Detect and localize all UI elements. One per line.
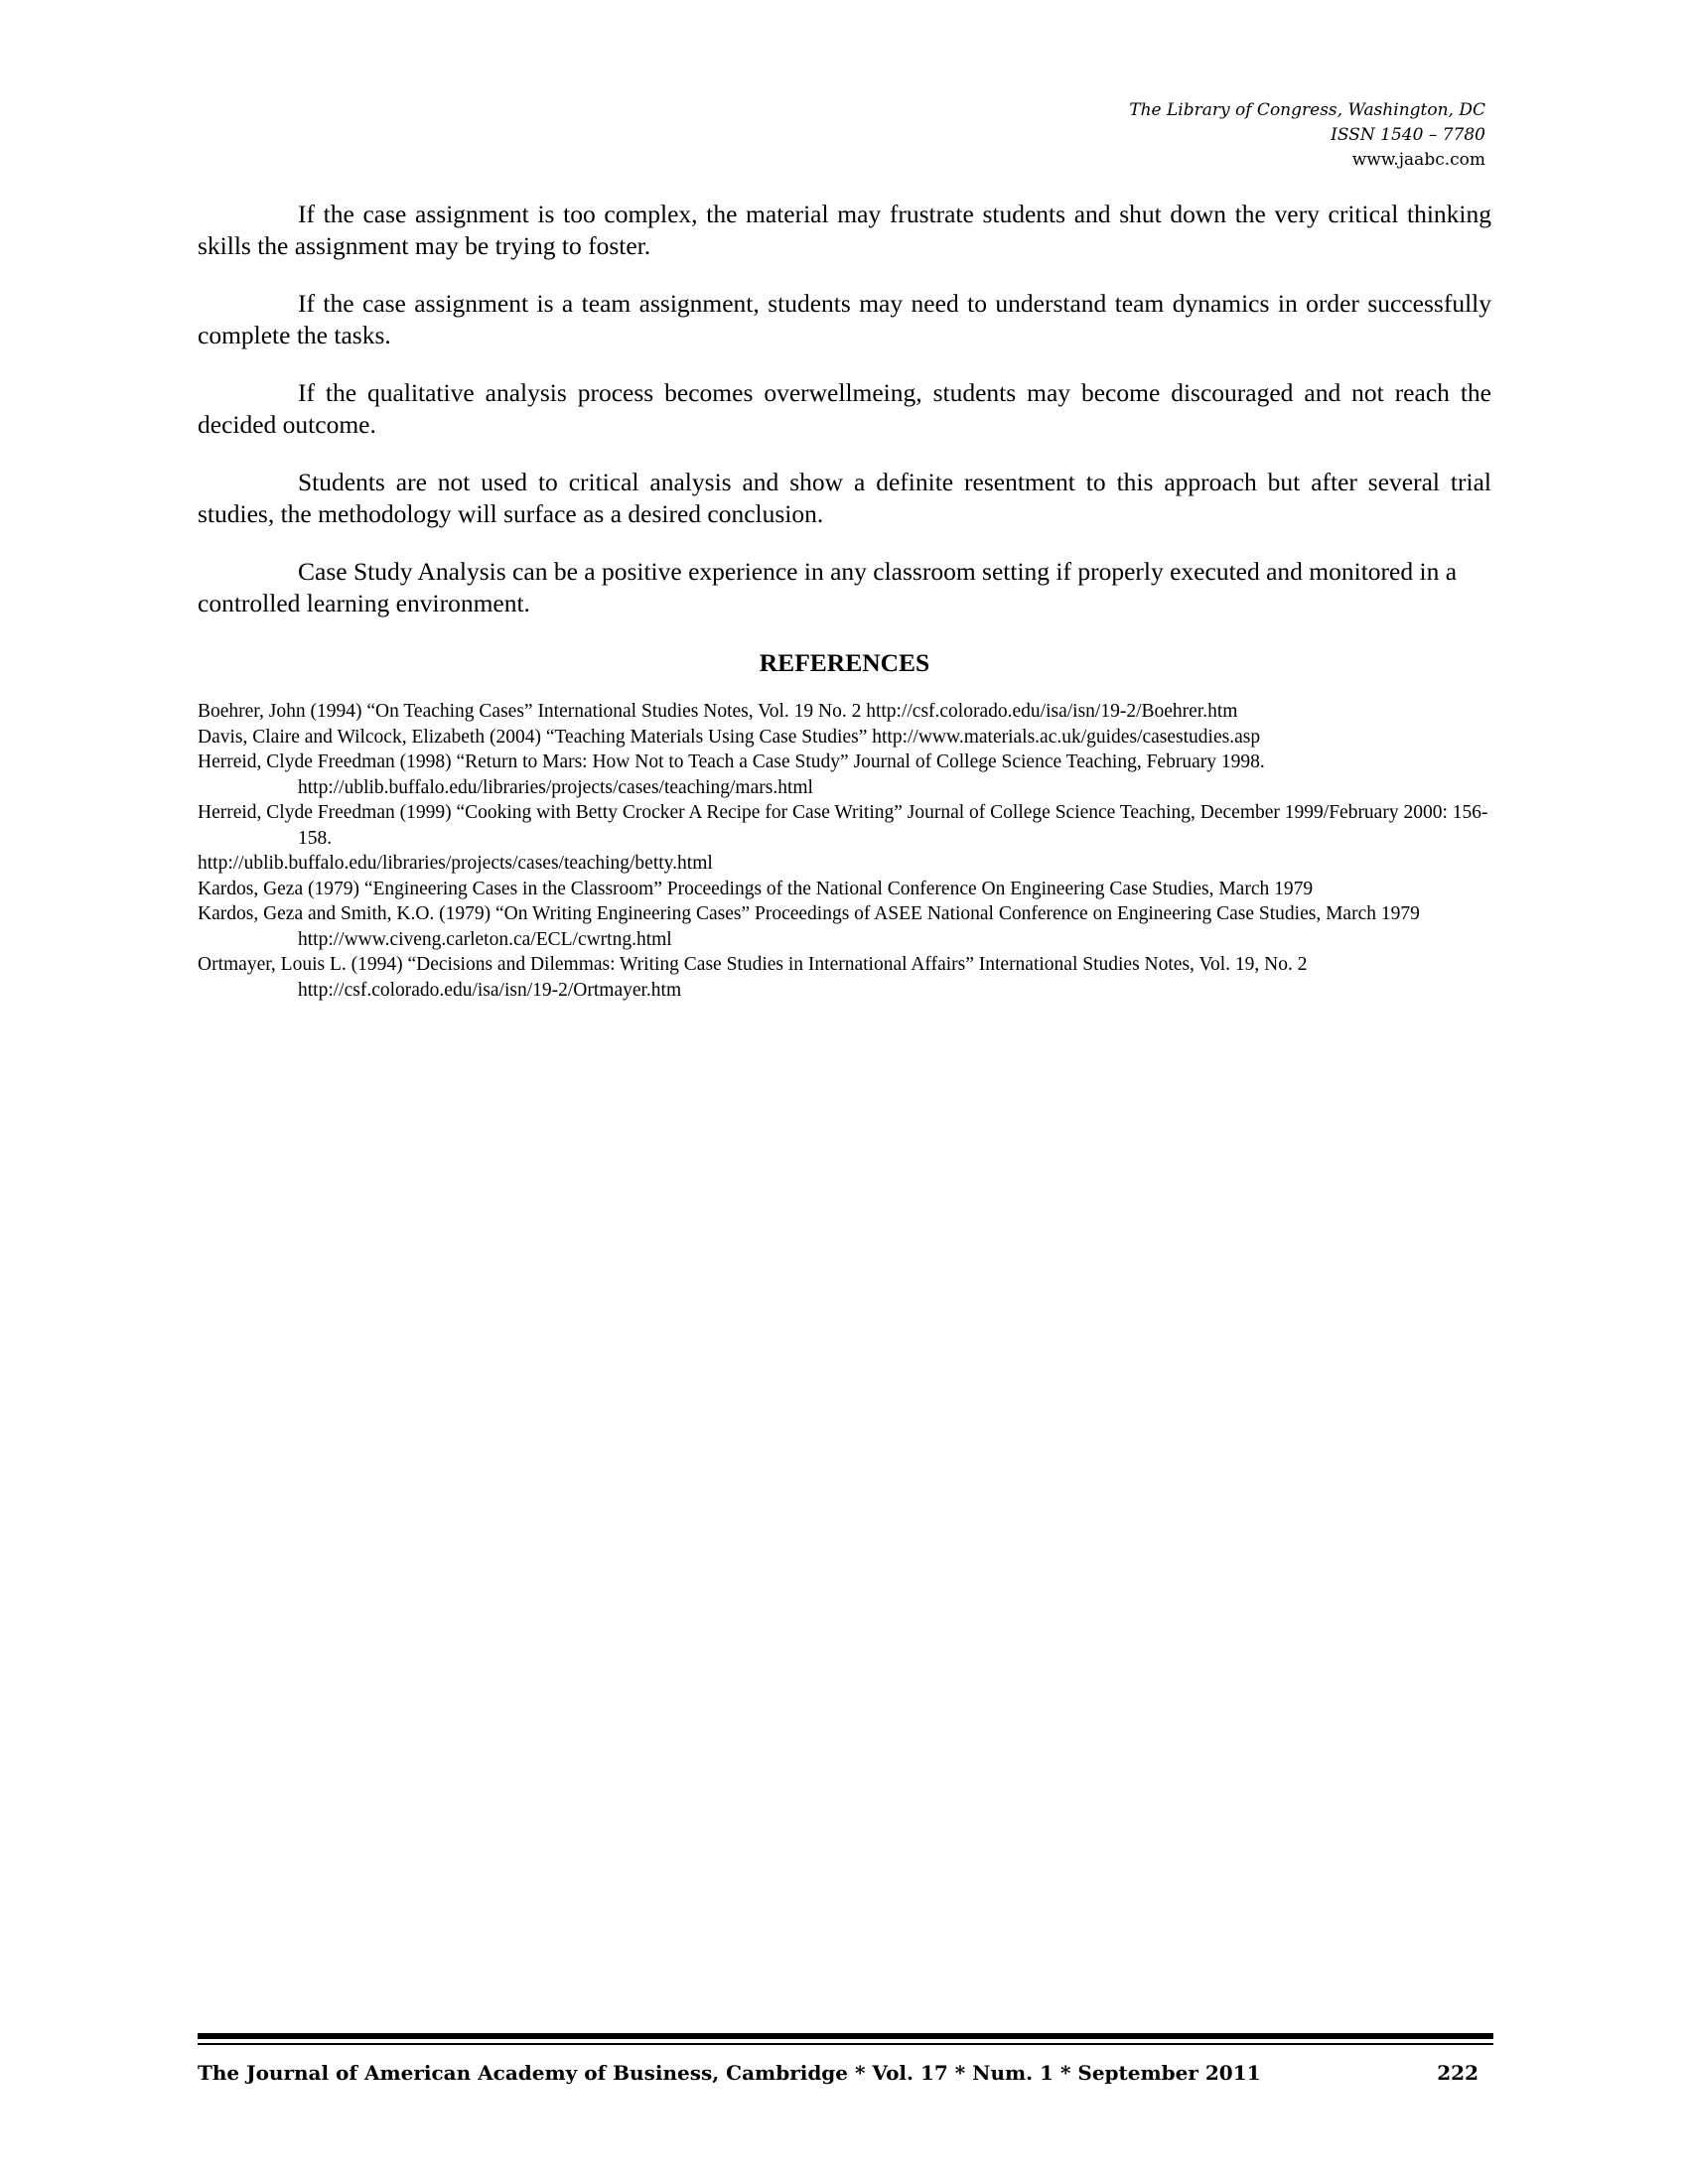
footer-rule-thin: [198, 2043, 1493, 2045]
header-website: www.jaabc.com: [1351, 150, 1485, 170]
references-list: [198, 699, 1491, 1003]
page-number: 222: [1437, 2061, 1478, 2085]
reference-item: Herreid, Clyde Freedman (1999) “Cooking with Betty Crocker A Recipe for Case Writing” Journal of College Science Teaching, December 1999/February 2000: 156-158.: [198, 802, 1488, 849]
paragraph: Students are not used to critical analysis and show a definite resentment to this approach but after several trial studies, the methodology will surface as a desired conclusion.: [198, 468, 1491, 528]
running-footer: [198, 2059, 1478, 2087]
paragraph: If the qualitative analysis process becomes overwellmeing, students may become discouraged and not reach the decided outcome.: [198, 378, 1491, 439]
reference-item: Boehrer, John (1994) “On Teaching Cases” International Studies Notes, Vol. 19 No. 2 http://csf.colorado.edu/isa/isn/19-2/Boehrer.htm: [198, 701, 1238, 722]
reference-item: Herreid, Clyde Freedman (1998) “Return to Mars: How Not to Teach a Case Study” Journal of College Science Teaching, February 1998. http://ublib.buffalo.edu/libraries/projects/cases/teaching/mars.html: [198, 751, 1265, 798]
reference-item: http://ublib.buffalo.edu/libraries/projects/cases/teaching/betty.html: [198, 853, 713, 874]
footer-rule: [198, 2033, 1493, 2039]
running-header: [1129, 98, 1485, 173]
footer-journal: The Journal of American Academy of Business, Cambridge * Vol. 17 * Num. 1 * September 2011: [198, 2061, 1261, 2085]
header-library: The Library of Congress, Washington, DC: [1129, 100, 1485, 120]
paragraph: If the case assignment is a team assignment, students may need to understand team dynamics in order successfully complete the tasks.: [198, 289, 1491, 349]
paragraph: Case Study Analysis can be a positive experience in any classroom setting if properly executed and monitored in a controlled learning environment.: [198, 557, 1458, 617]
header-issn: ISSN 1540 – 7780: [1331, 125, 1485, 145]
references-heading: REFERENCES: [759, 648, 930, 677]
main-content: [198, 199, 1491, 1003]
reference-item: Ortmayer, Louis L. (1994) “Decisions and Dilemmas: Writing Case Studies in International Affairs” International Studies Notes, Vol. 19, No. 2 http://csf.colorado.edu/isa/isn/19-2/Ortmayer.htm: [198, 954, 1308, 1001]
reference-item: Kardos, Geza (1979) “Engineering Cases in the Classroom” Proceedings of the National Conference On Engineering Case Studies, March 1979: [198, 878, 1314, 899]
reference-item: Davis, Claire and Wilcock, Elizabeth (2004) “Teaching Materials Using Case Studies” http://www.materials.ac.uk/guides/casestudies.asp: [198, 726, 1261, 748]
reference-item: Kardos, Geza and Smith, K.O. (1979) “On Writing Engineering Cases” Proceedings of ASEE National Conference on Engineering Case Studies, March 1979 http://www.civeng.carleton.ca/ECL/cwrtng.html: [198, 903, 1420, 950]
paragraph: If the case assignment is too complex, the material may frustrate students and shut down the very critical thinking skills the assignment may be trying to foster.: [198, 200, 1491, 260]
